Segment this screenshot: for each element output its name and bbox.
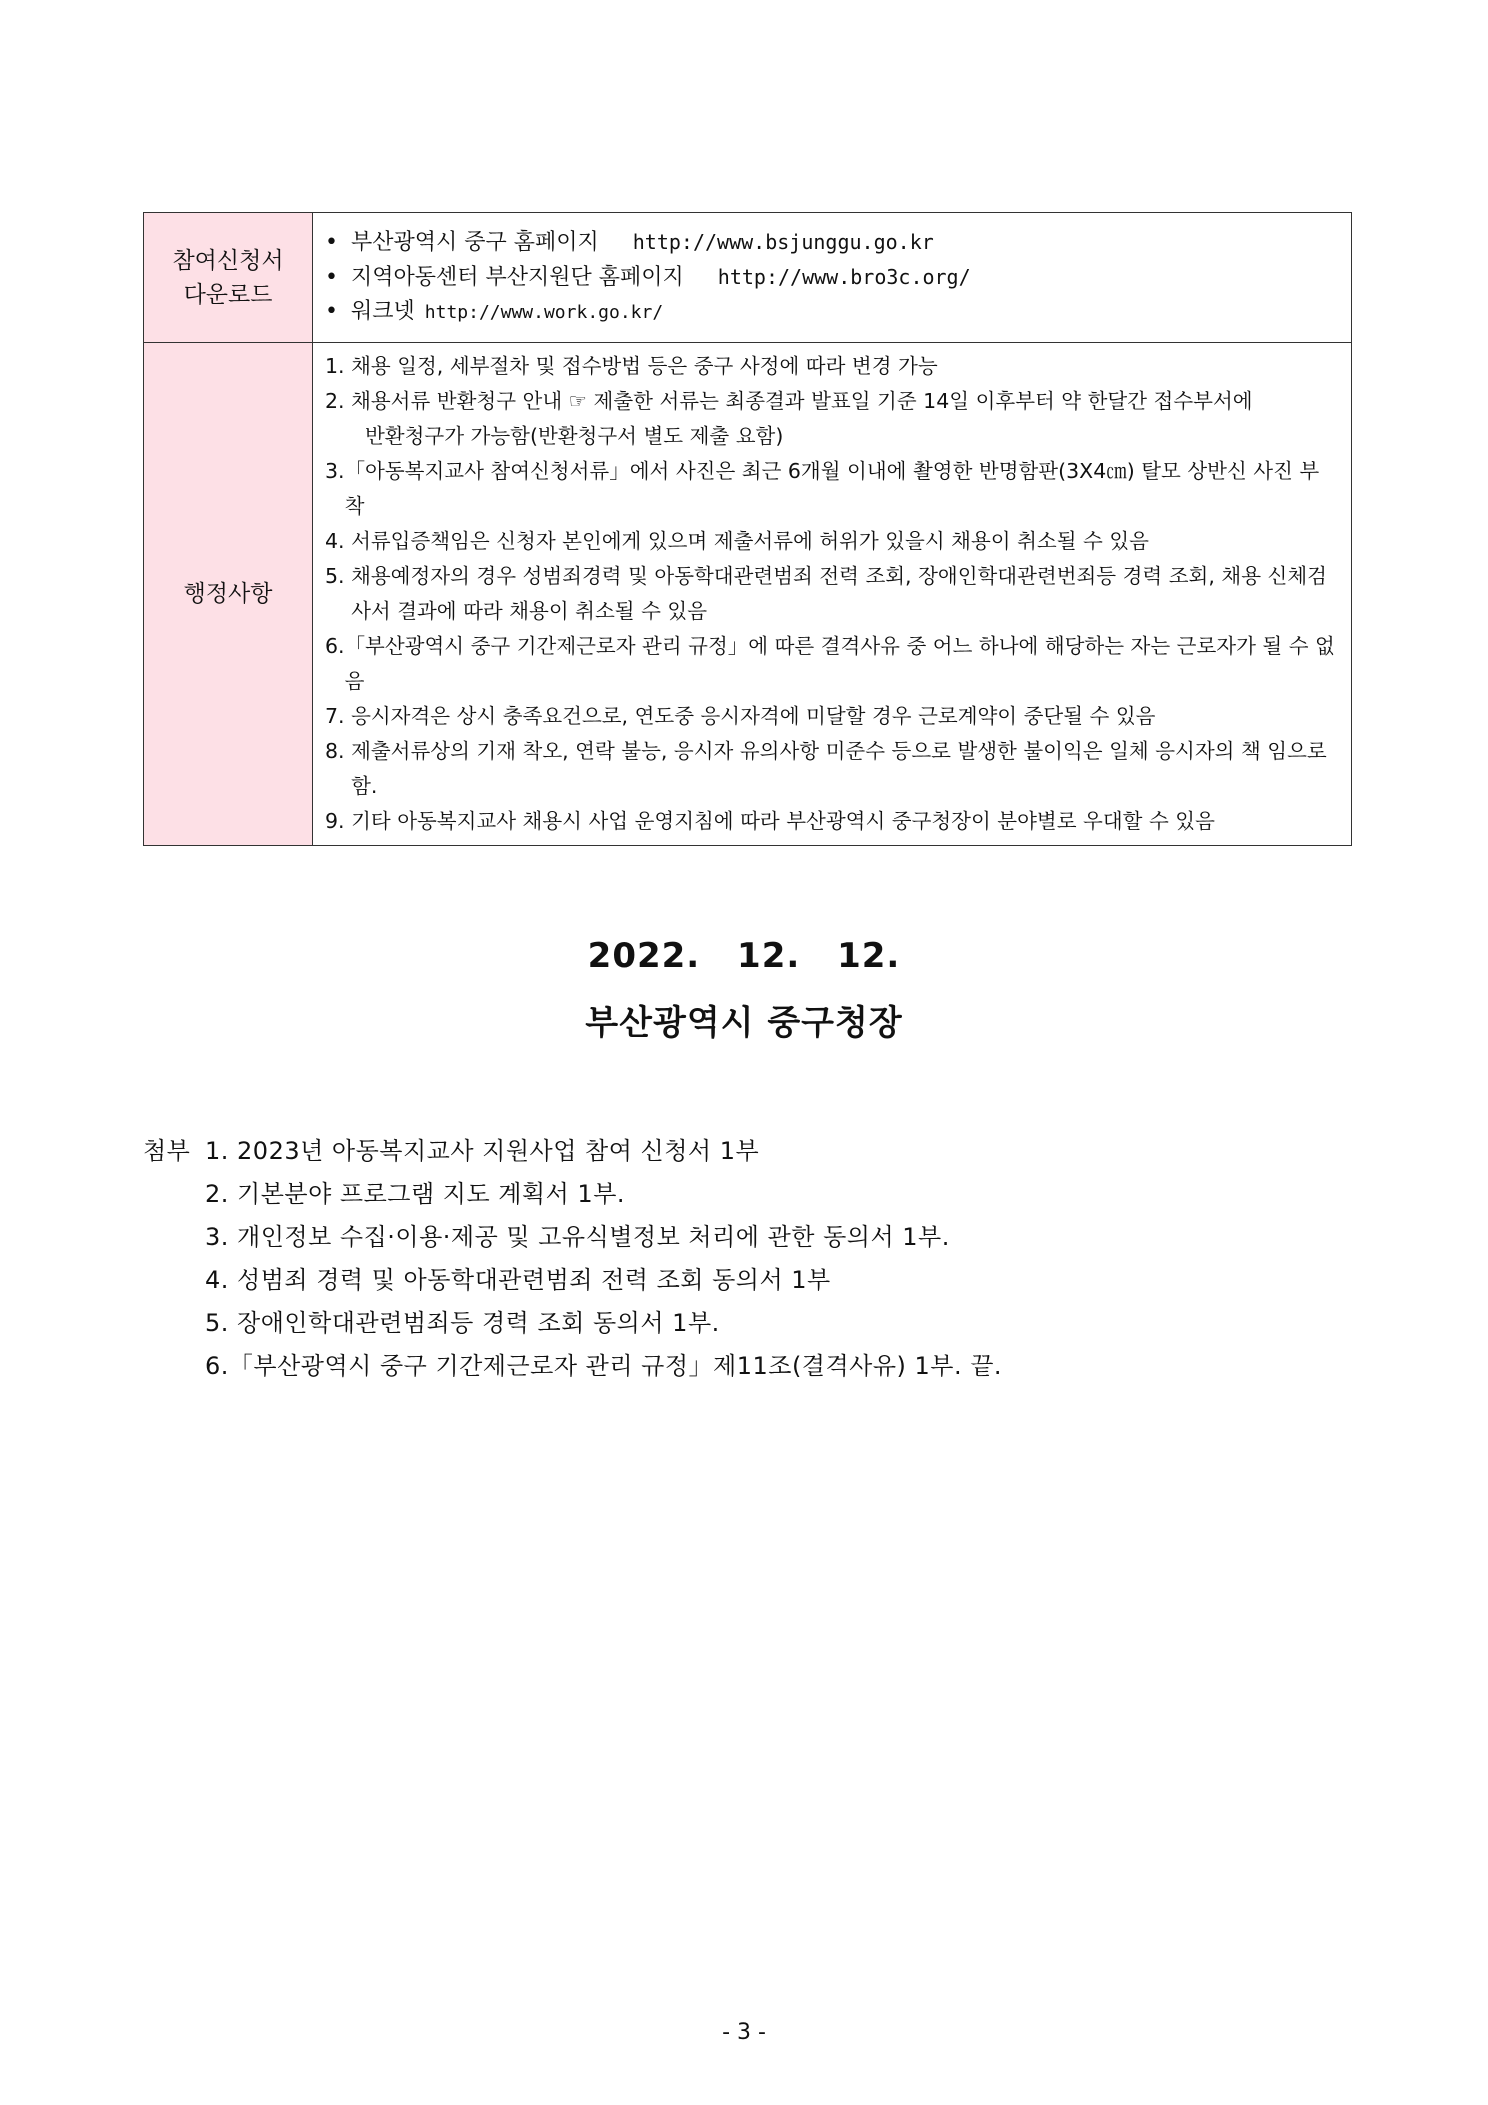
admin-item-text: 응시자격은 상시 충족요건으로, 연도중 응시자격에 미달할 경우 근로계약이 중단될 수 있음 — [351, 704, 1156, 728]
admin-item-text: 채용예정자의 경우 성범죄경력 및 아동학대관련범죄 전력 조회, 장애인학대관련번죄등 경력 조회, 채용 신체검사서 결과에 따라 채용이 취소될 수 있음 — [351, 564, 1327, 623]
admin-item-text: 채용서류 반환청구 안내 ☞ 제출한 서류는 최종결과 발표일 기준 14일 이후부터 약 한달간 접수부서에 — [351, 389, 1253, 413]
attachment-item — [143, 1345, 1002, 1388]
page-number: - 3 - — [722, 2020, 766, 2045]
download-label-line2: 다운로드 — [183, 281, 273, 308]
admin-item-text: 채용 일정, 세부절차 및 접수방법 등은 중구 사정에 따라 변경 가능 — [351, 354, 938, 378]
download-link[interactable]: http://www.work.go.kr/ — [424, 302, 664, 323]
attachment-text: 2. 기본분야 프로그램 지도 계획서 1부. — [205, 1180, 626, 1208]
download-content — [313, 213, 1352, 343]
admin-item-continuation-text: 반환청구가 가능함(반환청구서 별도 제출 요함) — [365, 424, 784, 448]
admin-item — [325, 384, 1337, 419]
download-item-worknet — [325, 295, 1337, 330]
bullet-icon: • — [325, 265, 338, 290]
attachment-text: 1. 2023년 아동복지교사 지원사업 참여 신청서 1부 — [205, 1137, 760, 1165]
admin-item-text: 서류입증책임은 신청자 본인에게 있으며 제출서류에 허위가 있을시 채용이 취소될 수 있음 — [351, 529, 1149, 553]
admin-item-number: 8. — [325, 739, 352, 763]
admin-item-number: 4. — [325, 529, 352, 553]
admin-label: 행정사항 — [144, 343, 313, 846]
admin-item-text: 기타 아동복지교사 채용시 사업 운영지침에 따라 부산광역시 중구청장이 분야별로 우대할 수 있음 — [351, 809, 1215, 833]
admin-item-text: 「아동복지교사 참여신청서류」에서 사진은 최근 6개월 이내에 촬영한 반명함판(3X4㎝) 탈모 상반신 사진 부착 — [344, 459, 1320, 518]
admin-item — [325, 524, 1337, 559]
bullet-icon: • — [325, 230, 338, 255]
document-date: 2022. 12. 12. — [587, 936, 901, 976]
download-item-homepage — [325, 225, 1337, 260]
download-link[interactable]: http://www.bro3c.org/ — [717, 265, 971, 289]
admin-item-continuation — [325, 419, 1337, 454]
download-label — [144, 213, 313, 343]
download-row — [144, 213, 1352, 343]
attachments-list — [143, 1130, 1002, 1388]
admin-item — [325, 559, 1337, 629]
admin-item — [325, 699, 1337, 734]
bullet-icon: • — [325, 299, 338, 324]
admin-item-number: 1. — [325, 354, 352, 378]
issuer-name: 부산광역시 중구청장 — [585, 1003, 903, 1043]
attachment-item — [143, 1259, 1002, 1302]
admin-content — [313, 343, 1352, 846]
admin-item-text: 제출서류상의 기재 착오, 연락 불능, 응시자 유의사항 미준수 등으로 발생한 불이익은 일체 응시자의 책 임으로 함. — [351, 739, 1327, 798]
admin-item — [325, 349, 1337, 384]
admin-item-number: 3. — [325, 459, 345, 483]
admin-row — [144, 343, 1352, 846]
attachment-text: 5. 장애인학대관련범죄등 경력 조회 동의서 1부. — [205, 1309, 720, 1337]
attachment-text: 4. 성범죄 경력 및 아동학대관련범죄 전력 조회 동의서 1부 — [205, 1266, 831, 1294]
admin-item — [325, 804, 1337, 839]
admin-item — [325, 454, 1337, 524]
download-link[interactable]: http://www.bsjunggu.go.kr — [632, 230, 934, 254]
attachment-text: 3. 개인정보 수집·이용·제공 및 고유식별정보 처리에 관한 동의서 1부. — [205, 1223, 950, 1251]
admin-item-number: 5. — [325, 564, 352, 588]
admin-item-number: 7. — [325, 704, 352, 728]
attachment-item — [143, 1216, 1002, 1259]
download-item-support-center — [325, 260, 1337, 295]
download-label-line1: 참여신청서 — [172, 247, 284, 274]
attachment-item — [143, 1173, 1002, 1216]
admin-item — [325, 734, 1337, 804]
download-item-text: 부산광역시 중구 홈페이지 — [351, 230, 599, 255]
info-table — [143, 212, 1352, 846]
attachments-prefix: 첨부 — [143, 1137, 191, 1165]
attachment-text: 6.「부산광역시 중구 기간제근로자 관리 규정」제11조(결격사유) 1부. 끝. — [205, 1352, 1003, 1380]
download-item-text: 워크넷 — [351, 299, 415, 324]
download-item-text: 지역아동센터 부산지원단 홈페이지 — [351, 265, 684, 290]
attachment-item — [143, 1302, 1002, 1345]
admin-item-text: 「부산광역시 중구 기간제근로자 관리 규정」에 따른 결격사유 중 어느 하나에 해당하는 자는 근로자가 될 수 없음 — [344, 634, 1335, 693]
admin-item-number: 6. — [325, 634, 345, 658]
attachment-item — [143, 1130, 1002, 1173]
admin-item-number: 9. — [325, 809, 352, 833]
admin-item — [325, 629, 1337, 699]
admin-item-number: 2. — [325, 389, 352, 413]
